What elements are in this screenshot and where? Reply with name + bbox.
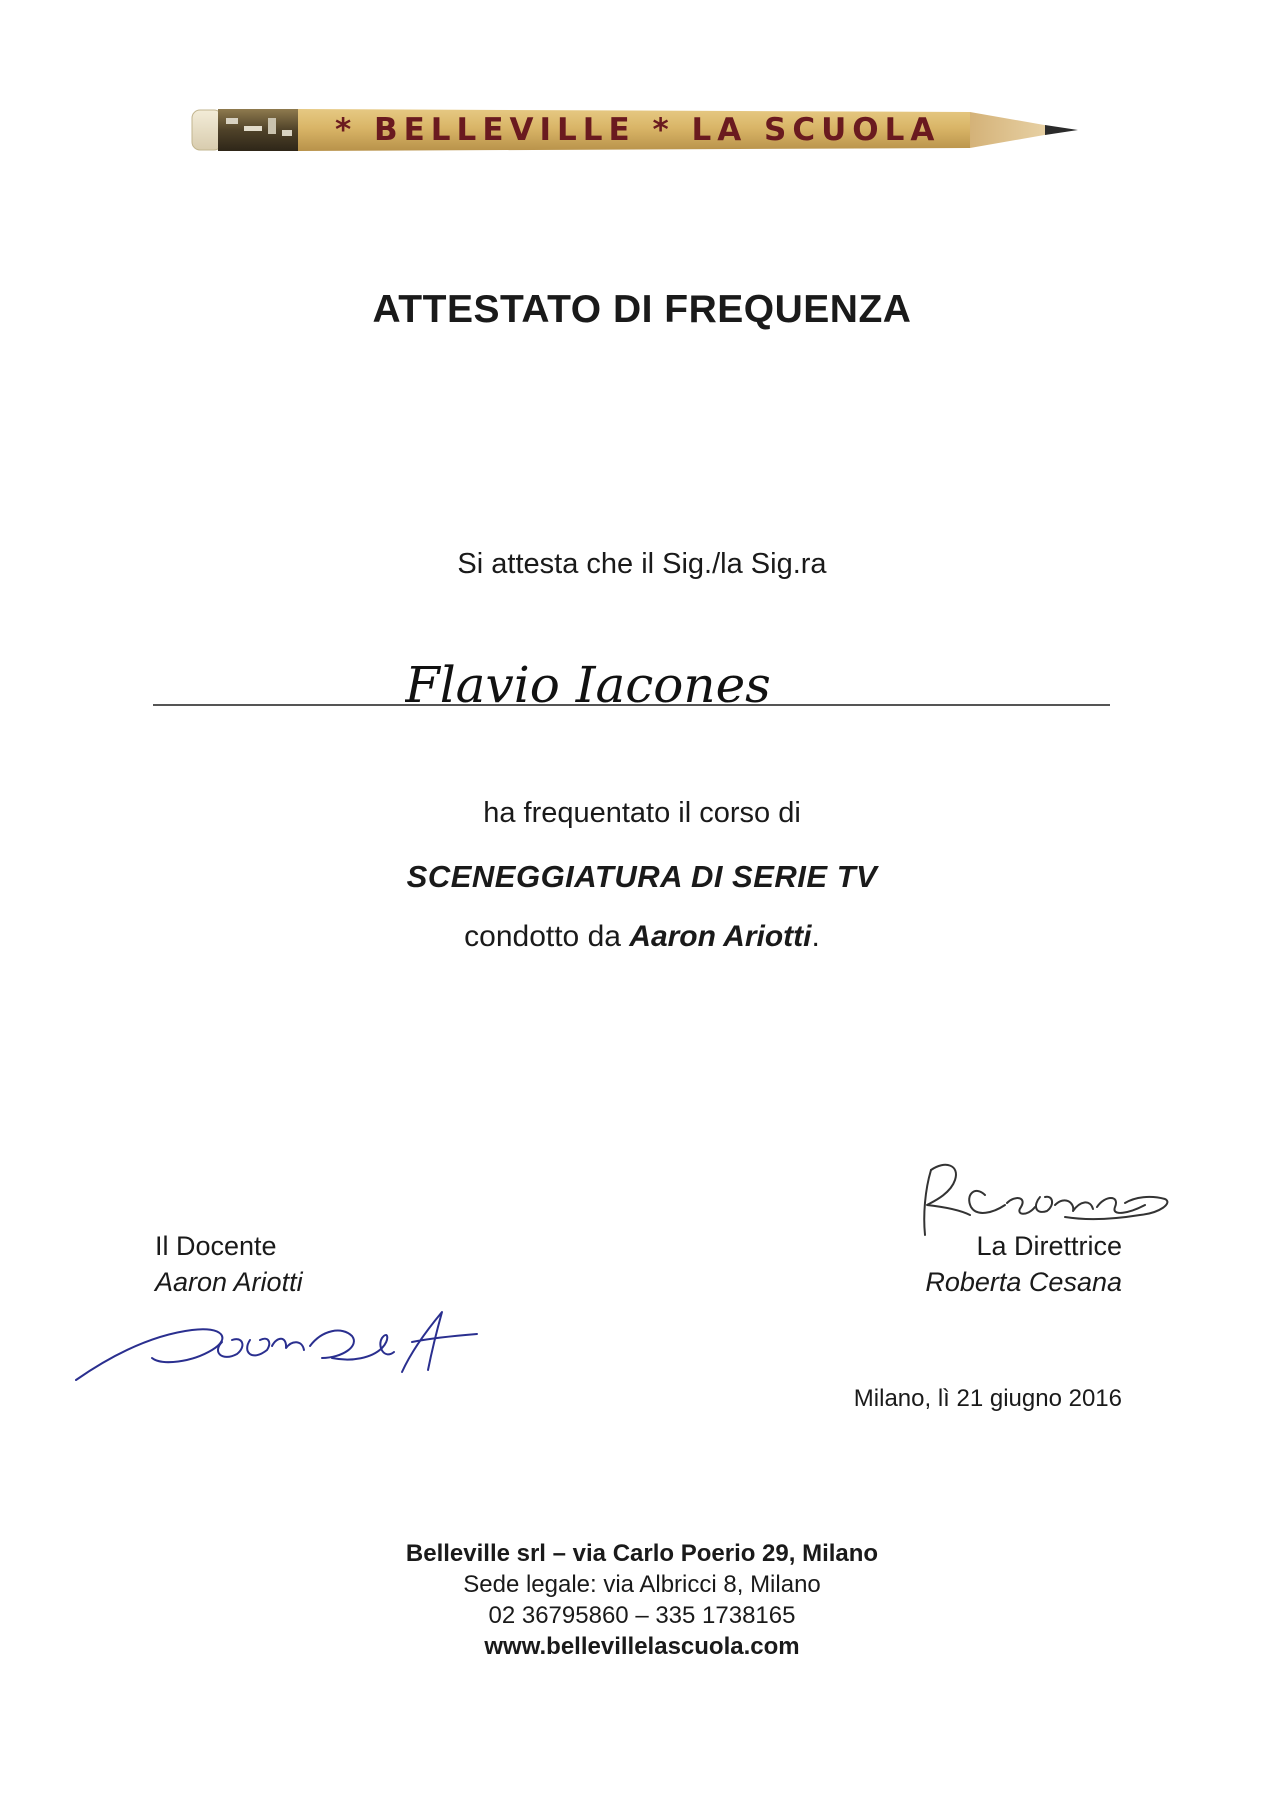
attendee-name-handwritten (405, 648, 865, 726)
footer-phones: 02 36795860 – 335 1738165 (488, 1602, 796, 1629)
footer (0, 1538, 1284, 1662)
intro-text: Si attesta che il Sig./la Sig.ra (457, 548, 827, 580)
footer-legal: Sede legale: via Albricci 8, Milano (463, 1571, 821, 1598)
attended-text: ha frequentato il corso di (483, 797, 801, 829)
course-title: SCENEGGIATURA DI SERIE TV (406, 859, 878, 894)
director-role: La Direttrice (976, 1231, 1122, 1261)
teacher-name: Aaron Ariotti (629, 920, 812, 953)
footer-website: www.bellevillelascuola.com (484, 1633, 800, 1660)
logo-text: * BELLEVILLE * LA SCUOLA (335, 112, 941, 148)
footer-company: Belleville srl – via Carlo Poerio 29, Milano (405, 1540, 879, 1567)
director-signature-block (925, 1228, 1122, 1300)
teacher-suffix: . (811, 920, 820, 953)
pencil-logo (190, 104, 1080, 156)
attendee-name-line (153, 704, 1110, 706)
date-place: Milano, lì 21 giugno 2016 (853, 1385, 1122, 1412)
teacher-role: Il Docente (155, 1231, 277, 1261)
teacher-prefix: condotto da (464, 920, 630, 953)
teacher-signature-block (155, 1228, 303, 1300)
page-title: ATTESTATO DI FREQUENZA (372, 288, 912, 331)
attendee-name: Flavio Iacones (405, 656, 771, 714)
director-signature-name: Roberta Cesana (925, 1267, 1122, 1297)
teacher-line (0, 920, 1284, 954)
teacher-signature-name: Aaron Ariotti (155, 1267, 303, 1297)
teacher-signature (72, 1300, 482, 1390)
